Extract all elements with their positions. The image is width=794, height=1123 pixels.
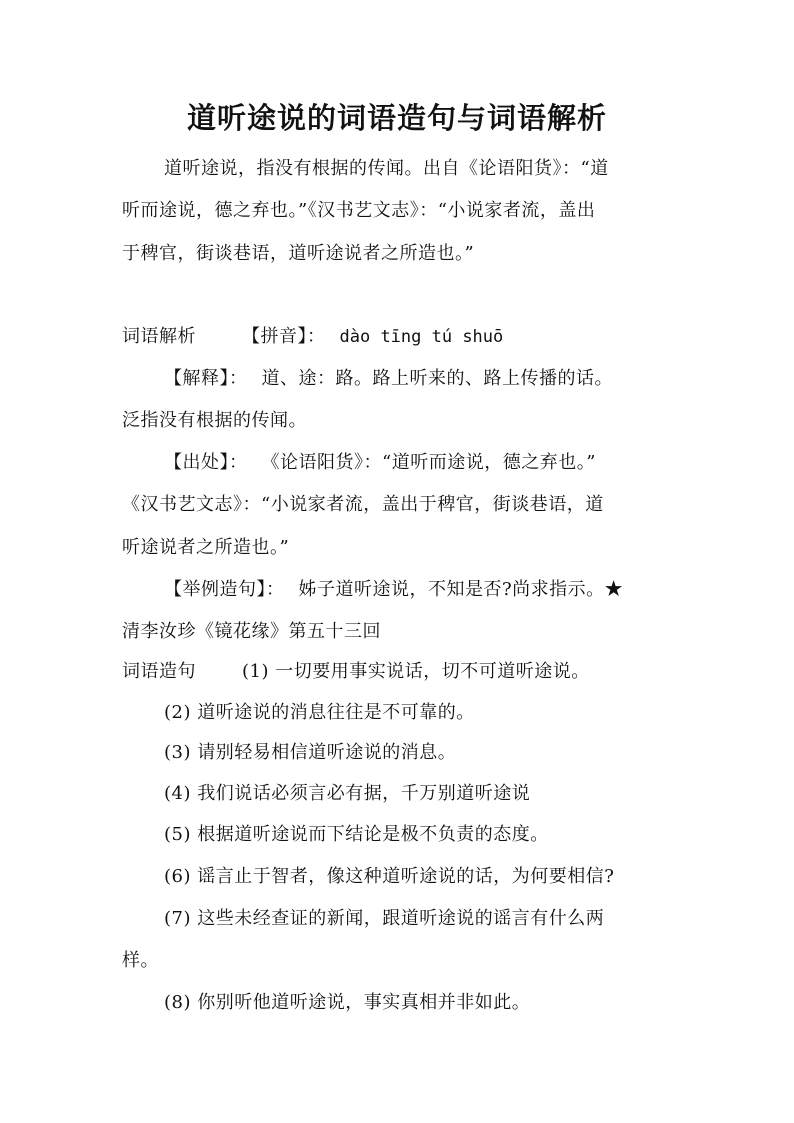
sentence-5: (5) 根据道听途说而下结论是极不负责的态度。 (164, 824, 549, 845)
intro-line-1: 道听途说，指没有根据的传闻。出自《论语阳货》：“道 (164, 158, 609, 179)
sentence-8: (8) 你别听他道听途说，事实真相并非如此。 (164, 992, 531, 1013)
document-title: 道听途说的词语造句与词语解析 (186, 101, 607, 135)
explain-label: 【解释】： (164, 368, 248, 389)
explain-line-2: 泛指没有根据的传闻。 (122, 410, 307, 431)
source-line-2: 《汉书艺文志》：“小说家者流，盖出于稗官，街谈巷语，道 (122, 494, 604, 515)
example-label: 【举例造句】： (164, 579, 285, 600)
sentences-heading: 词语造句 (122, 661, 196, 682)
intro-line-3: 于稗官，街谈巷语，道听途说者之所造也。” (122, 243, 475, 264)
source-line-3: 听途说者之所造也。” (122, 537, 290, 558)
sentence-7-line-1: (7) 这些未经查证的新闻，跟道听途说的谣言有什么两 (164, 908, 605, 929)
analysis-heading: 词语解析 (122, 326, 196, 347)
example-row (164, 577, 724, 603)
sentence-row-1 (122, 659, 682, 685)
example-line-1: 姊子道听途说，不知是否?尚求指示。★ (298, 579, 624, 600)
sentence-2: (2) 道听途说的消息往往是不可靠的。 (164, 702, 475, 723)
pinyin-label: 【拼音】： (242, 326, 326, 347)
intro-line-2: 听而途说，德之弃也。”《汉书艺文志》：“小说家者流，盖出 (122, 200, 596, 221)
example-line-2: 清李汝珍《镜花缘》第五十三回 (122, 621, 381, 642)
pinyin-row (122, 324, 682, 350)
explain-line-1: 道、途：路。路上听来的、路上传播的话。 (261, 368, 613, 389)
pinyin-value: dào tīng tú shuō (339, 327, 504, 347)
sentence-7-line-2: 样。 (122, 950, 159, 971)
sentence-1: (1) 一切要用事实说话，切不可道听途说。 (242, 661, 590, 682)
sentence-3: (3) 请别轻易相信道听途说的消息。 (164, 742, 457, 763)
source-row (164, 450, 724, 476)
sentence-4: (4) 我们说话必须言必有据，千万别道听途说 (164, 783, 531, 804)
source-line-1: 《论语阳货》：“道听而途说，德之弃也。” (261, 452, 596, 473)
sentence-6: (6) 谣言止于智者，像这种道听途说的话，为何要相信? (164, 866, 615, 887)
source-label: 【出处】： (164, 452, 248, 473)
explain-row (164, 366, 724, 392)
